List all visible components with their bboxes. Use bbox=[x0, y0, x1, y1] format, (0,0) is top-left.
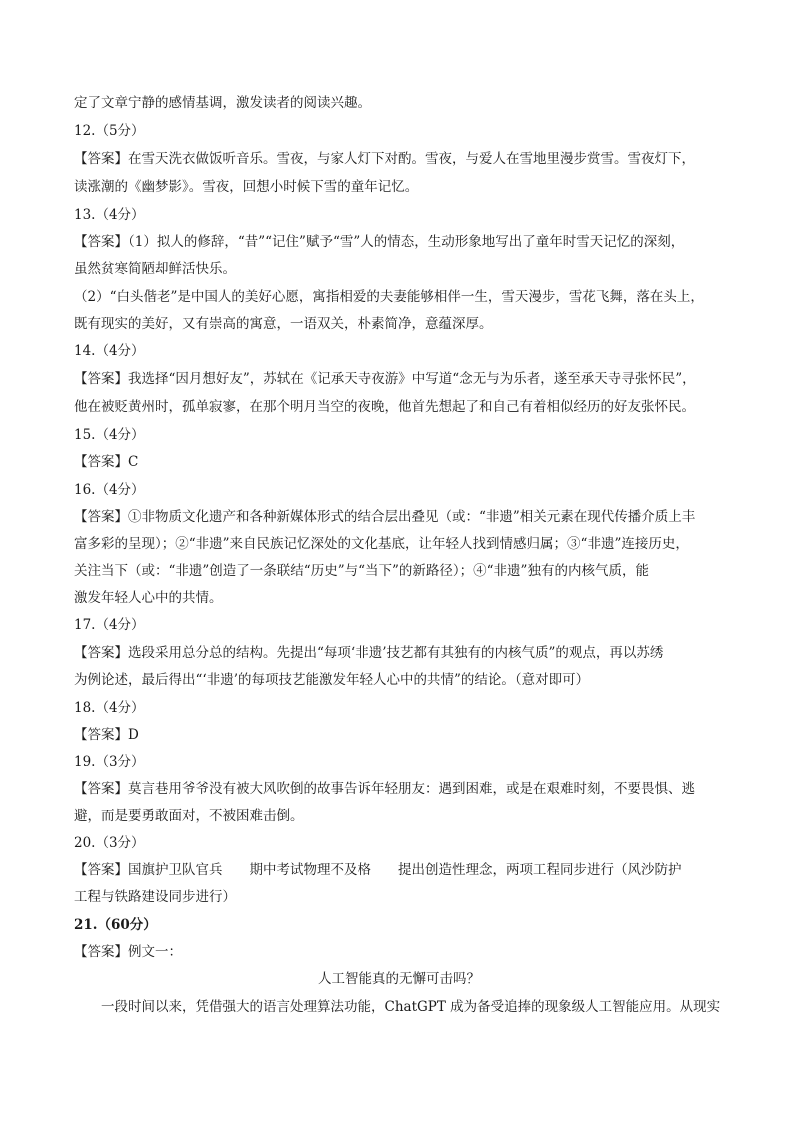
essay-title: 人工智能真的无懈可击吗？ bbox=[318, 971, 480, 987]
question-number: 13.（4分） bbox=[74, 207, 145, 223]
answer-line: 【答案】C bbox=[74, 454, 139, 470]
answer-line: 【答案】国旗护卫队官兵 期中考试物理不及格 提出创造性理念，两项工程同步进行（风沙防护 bbox=[74, 862, 682, 878]
question-number: 21.（60分） bbox=[74, 917, 157, 933]
essay-paragraph: 一段时间以来，凭借强大的语言处理算法功能，ChatGPT 成为备受追捧的现象级人工智能应用。从现实 bbox=[74, 999, 721, 1015]
answer-line: 【答案】选段采用总分总的结构。先提出“每项‘非遗’技艺都有其独有的内核气质”的观点，再以苏绣 bbox=[74, 645, 664, 661]
text-line: 定了文章宁静的感情基调，激发读者的阅读兴趣。 bbox=[74, 95, 371, 111]
text-line: 避，而是要勇敢面对，不被困难击倒。 bbox=[74, 808, 304, 824]
answer-line: 【答案】莫言巷用爷爷没有被大风吹倒的故事告诉年轻朋友：遇到困难，或是在艰难时刻，不要畏惧、逃 bbox=[74, 781, 695, 797]
question-number: 15.（4分） bbox=[74, 427, 145, 443]
question-number: 12.（5分） bbox=[74, 123, 145, 139]
text-line: 为例论述，最后得出“‘非遗’的每项技艺能激发年轻人心中的共情”的结论。（意对即可） bbox=[74, 672, 590, 688]
answer-line: 【答案】（1）拟人的修辞，“昔”“记住”赋予“雪”人的情态，生动形象地写出了童年时雪天记忆的深刻， bbox=[74, 234, 685, 250]
text-line: 他在被贬黄州时，孤单寂寥，在那个明月当空的夜晚，他首先想起了和自己有着相似经历的好友张怀民。 bbox=[74, 399, 695, 415]
answer-line: 【答案】①非物质文化遗产和各种新媒体形式的结合层出叠见（或：“非遗”相关元素在现代传播介质上丰 bbox=[74, 509, 696, 525]
text-line: 工程与铁路建设同步进行） bbox=[74, 889, 236, 905]
text-line: 虽然贫寒简陋却鲜活快乐。 bbox=[74, 261, 236, 277]
question-number: 20.（3分） bbox=[74, 835, 145, 851]
question-number: 14.（4分） bbox=[74, 343, 145, 359]
question-number: 19.（3分） bbox=[74, 754, 145, 770]
question-number: 16.（4分） bbox=[74, 482, 145, 498]
text-line: 富多彩的呈现）；②“非遗”来自民族记忆深处的文化基底，让年轻人找到情感归属；③“非遗”连接历史， bbox=[74, 536, 689, 552]
question-number: 17.（4分） bbox=[74, 617, 145, 633]
text-line: 既有现实的美好，又有崇高的寓意，一语双关，朴素简净，意蕴深厚。 bbox=[74, 316, 493, 332]
answer-line: 【答案】在雪天洗衣做饭听音乐。雪夜，与家人灯下对酌。雪夜，与爱人在雪地里漫步赏雪。雪夜灯下， bbox=[74, 151, 695, 167]
answer-line: 【答案】D bbox=[74, 727, 139, 743]
text-line: （2）“白头偕老”是中国人的美好心愿，寓指相爱的夫妻能够相伴一生，雪天漫步，雪花飞舞，落在头上， bbox=[74, 289, 704, 305]
answer-line: 【答案】我选择“因月想好友”，苏轼在《记承天寺夜游》中写道“念无与为乐者，遂至承天寺寻张怀民”， bbox=[74, 371, 696, 387]
question-number: 18.（4分） bbox=[74, 700, 145, 716]
text-line: 关注当下（或：“非遗”创造了一条联结“历史”与“当下”的新路径）；④“非遗”独有的内核气质，能 bbox=[74, 563, 649, 579]
answer-line: 【答案】例文一： bbox=[74, 944, 182, 960]
text-line: 激发年轻人心中的共情。 bbox=[74, 590, 223, 606]
text-line: 读涨潮的《幽梦影》。雪夜，回想小时候下雪的童年记忆。 bbox=[74, 179, 419, 195]
